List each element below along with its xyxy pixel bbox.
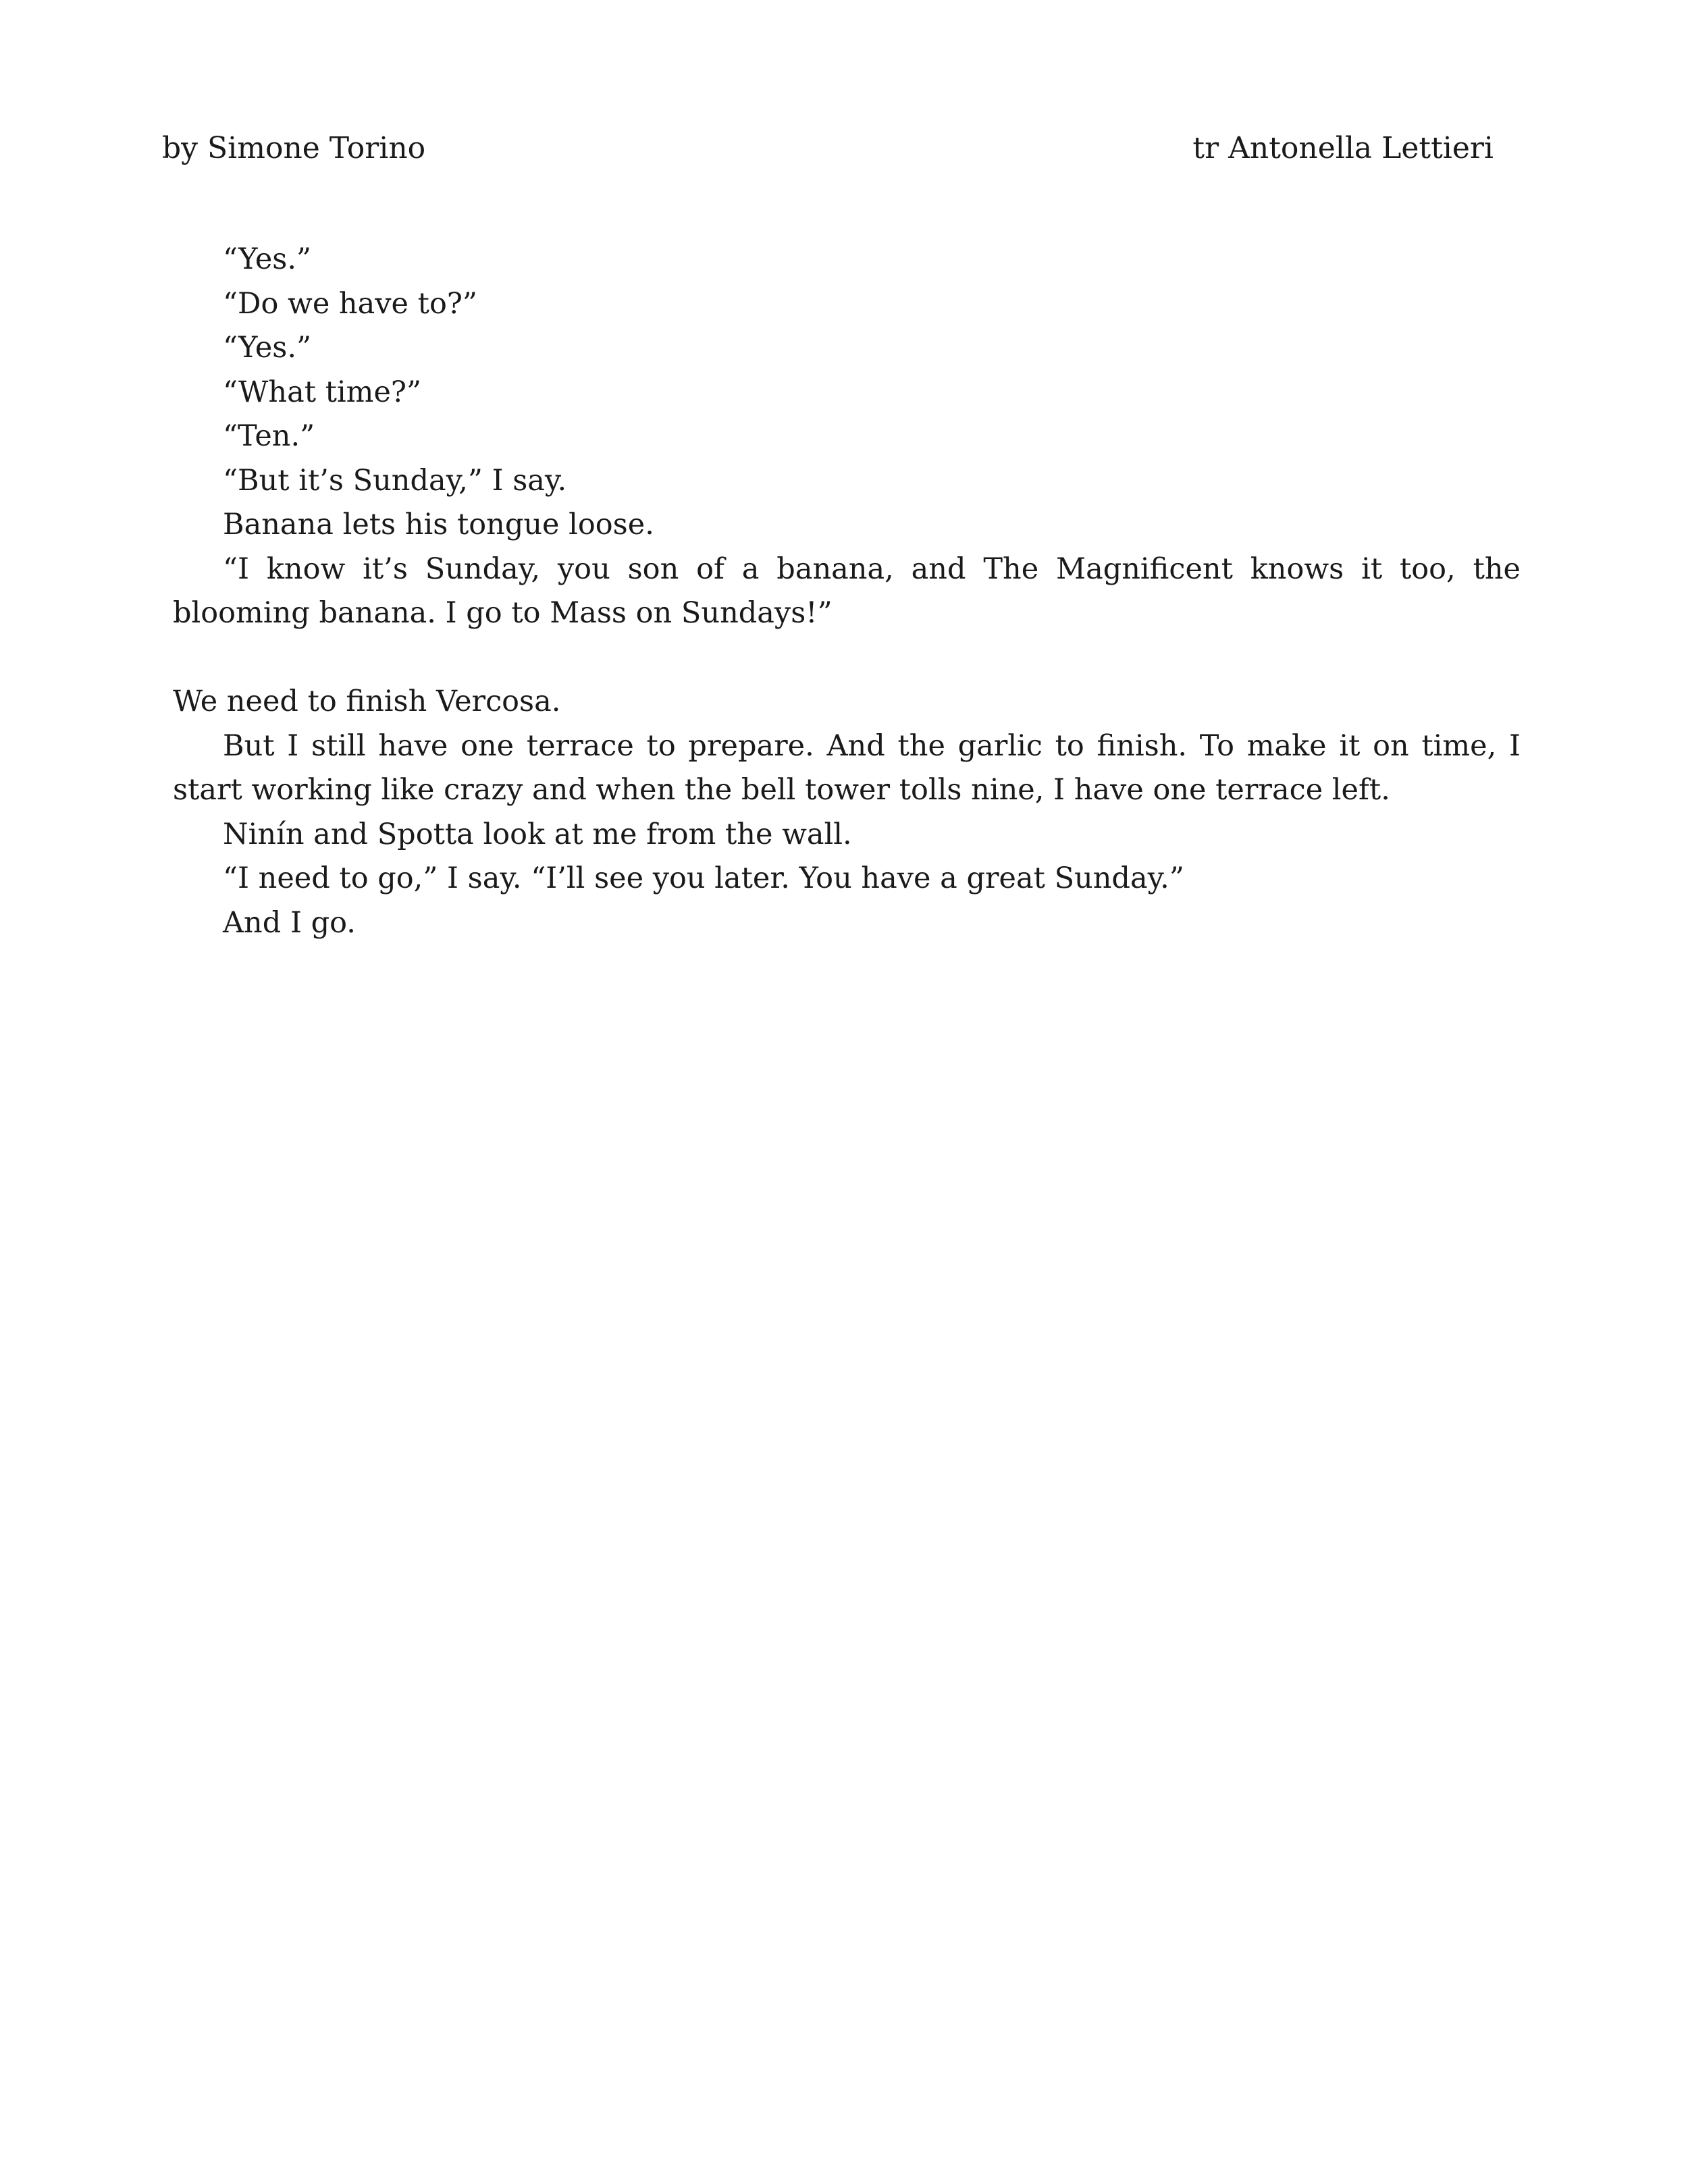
paragraph: “What time?”: [223, 375, 421, 409]
author-credit: by Simone Torino: [162, 131, 426, 165]
paragraph: “Do we have to?”: [223, 286, 477, 321]
paragraph: Ninín and Spotta look at me from the wall.: [223, 817, 852, 851]
paragraph: “Ten.”: [223, 419, 315, 453]
section-break: [173, 636, 1521, 681]
paragraph: Banana lets his tongue loose.: [223, 508, 654, 541]
body-text: [173, 238, 1521, 945]
paragraph: “I need to go,” I say. “I’ll see you later. You have a great Sunday.”: [223, 861, 1184, 895]
translator-credit: tr Antonella Lettieri: [1192, 131, 1494, 165]
paragraph: And I go.: [223, 905, 356, 940]
paragraph: “Yes.”: [223, 242, 311, 276]
paragraph: “But it’s Sunday,” I say.: [223, 463, 567, 498]
paragraph: But I still have one terrace to prepare. And the garlic to finish. To make it on time, I start working like crazy and when the bell tower tolls nine, I have one terrace left.: [173, 728, 1521, 807]
paragraph: “I know it’s Sunday, you son of a banana, and The Magnificent knows it too, the blooming banana. I go to Mass on Sundays!”: [173, 552, 1521, 630]
section-opening-paragraph: We need to finish Vercosa.: [173, 685, 561, 718]
page-header: [162, 128, 1494, 169]
paragraph: “Yes.”: [223, 331, 311, 365]
